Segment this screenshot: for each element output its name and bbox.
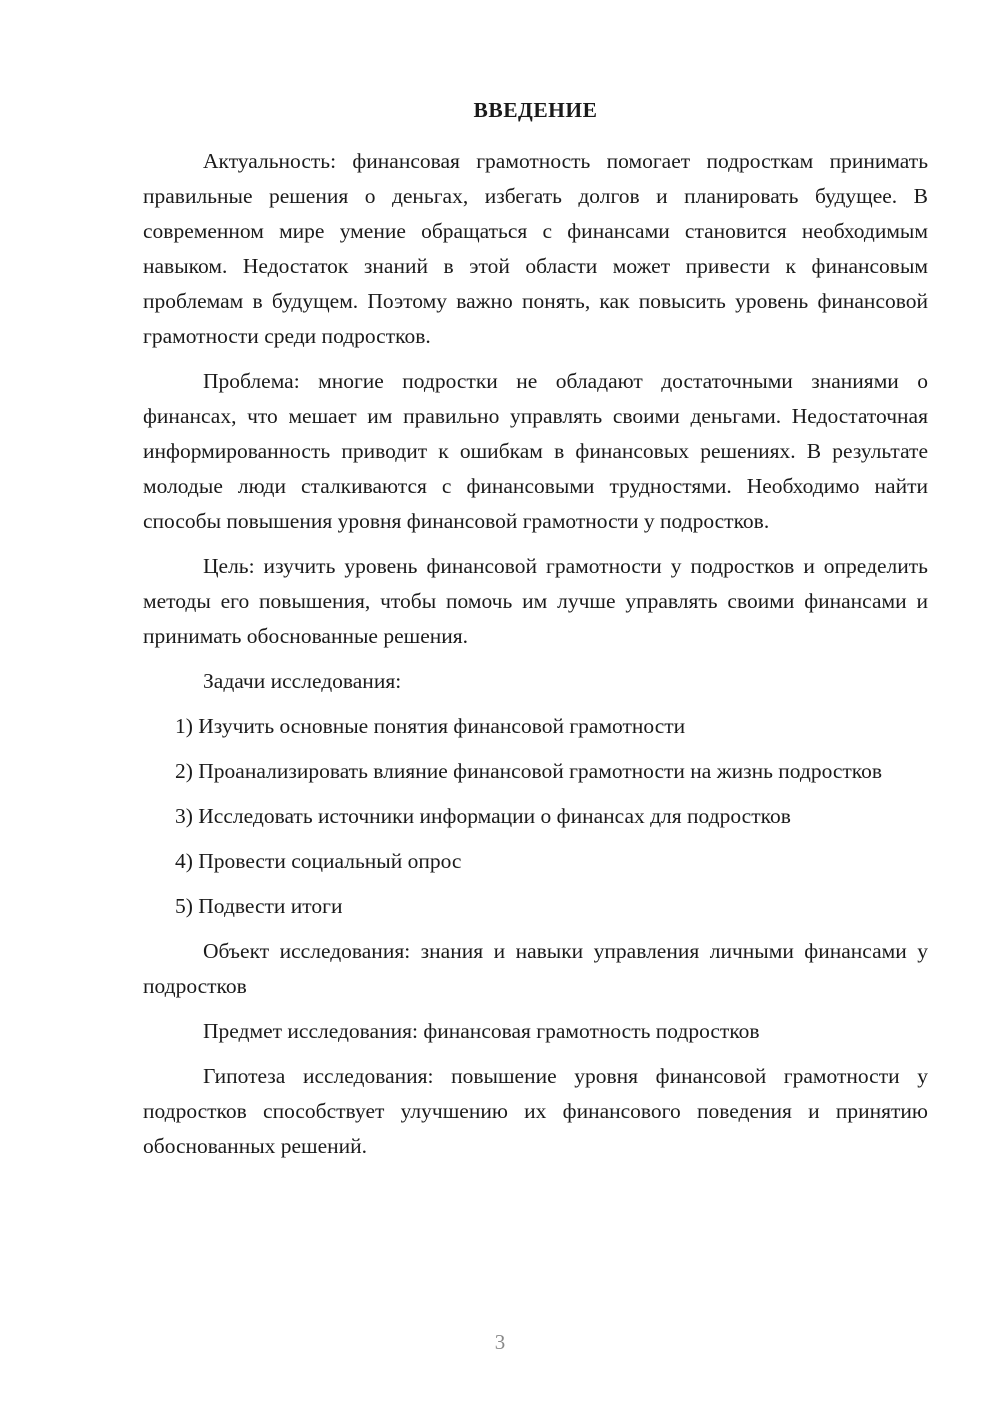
- task-item: 4) Провести социальный опрос: [175, 849, 462, 873]
- section-title: ВВЕДЕНИЕ: [473, 98, 598, 122]
- paragraph-object: Объект исследования: знания и навыки управления личными финансами у подростков: [143, 939, 928, 998]
- task-item: 1) Изучить основные понятия финансовой грамотности: [175, 714, 686, 738]
- task-item: 5) Подвести итоги: [175, 894, 343, 918]
- paragraph-subject: Предмет исследования: финансовая грамотность подростков: [203, 1019, 760, 1043]
- tasks-heading: Задачи исследования:: [203, 669, 402, 693]
- paragraph-relevance: Актуальность: финансовая грамотность помогает подросткам принимать правильные решения о деньгах, избегать долгов и планировать будущее. В современном мире умение обращаться с финансами становится необходимым навыком. Недостаток знаний в этой области может привести к финансовым проблемам в будущем. Поэтому важно понять, как повысить уровень финансовой грамотности среди подростков.: [143, 149, 928, 348]
- page-content: [143, 96, 928, 1174]
- paragraph-goal: Цель: изучить уровень финансовой грамотности у подростков и определить методы его повышения, чтобы помочь им лучше управлять своими финансами и принимать обоснованные решения.: [143, 554, 928, 648]
- task-item: 2) Проанализировать влияние финансовой грамотности на жизнь подростков: [175, 759, 883, 783]
- page-number: 3: [494, 1330, 506, 1354]
- paragraph-problem: Проблема: многие подростки не обладают достаточными знаниями о финансах, что мешает им правильно управлять своими деньгами. Недостаточная информированность приводит к ошибкам в финансовых решениях. В результате молодые люди сталкиваются с финансовыми трудностями. Необходимо найти способы повышения уровня финансовой грамотности у подростков.: [143, 369, 928, 533]
- task-item: 3) Исследовать источники информации о финансах для подростков: [175, 804, 791, 828]
- paragraph-hypothesis: Гипотеза исследования: повышение уровня финансовой грамотности у подростков способствует улучшению их финансового поведения и принятию обоснованных решений.: [143, 1064, 928, 1158]
